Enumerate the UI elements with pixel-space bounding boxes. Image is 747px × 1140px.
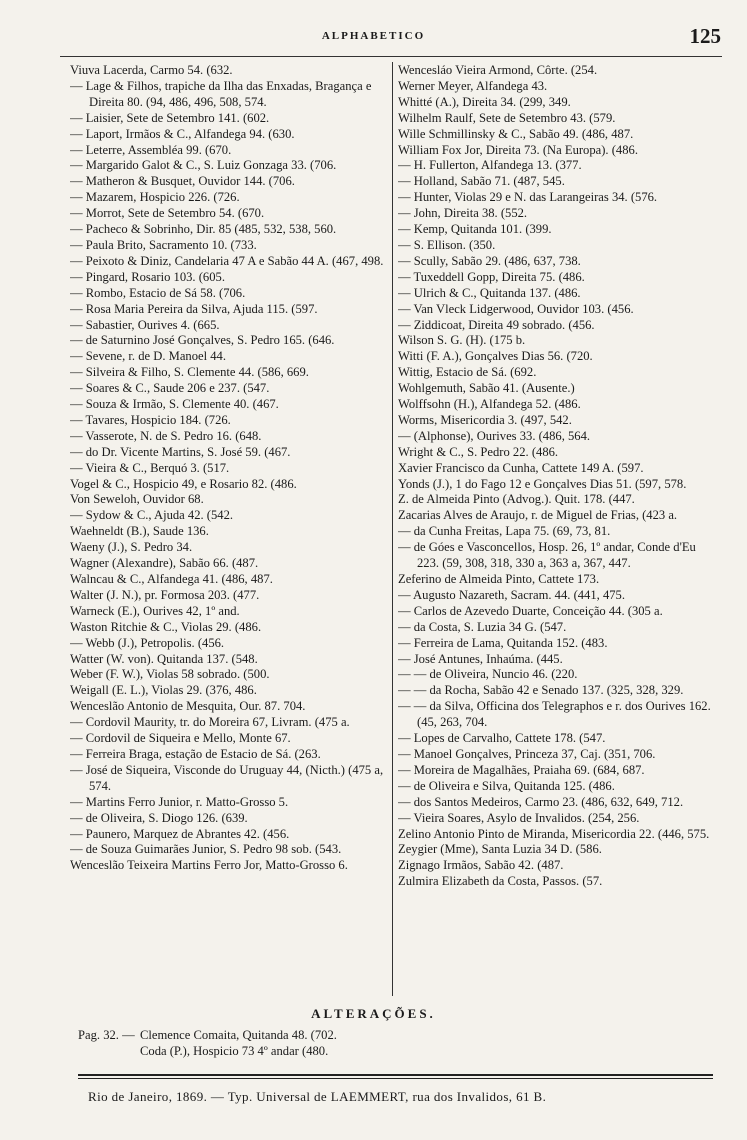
- directory-entry: — Pingard, Rosario 103. (605.: [70, 269, 225, 284]
- running-head: ALPHABETICO: [321, 30, 426, 42]
- directory-entry: Z. de Almeida Pinto (Advog.). Quit. 178. (447.: [398, 492, 635, 507]
- right-column: [398, 63, 718, 890]
- directory-entry: — Paunero, Marquez de Abrantes 42. (456.: [70, 826, 290, 841]
- directory-entry: Waeny (J.), S. Pedro 34.: [70, 540, 193, 555]
- directory-entry: — Tuxeddell Gopp, Direita 75. (486.: [398, 269, 585, 284]
- directory-entry: — de Góes e Vasconcellos, Hosp. 26, 1º andar, Conde d'Eu 223. (59, 308, 318, 330 a, 363 a, 367, 447.: [398, 540, 696, 571]
- left-column: [70, 63, 388, 874]
- directory-entry: — — de Oliveira, Nuncio 46. (220.: [398, 667, 578, 682]
- directory-entry: — Augusto Nazareth, Sacram. 44. (441, 475.: [398, 587, 625, 602]
- directory-entry: Xavier Francisco da Cunha, Cattete 149 A. (597.: [398, 460, 644, 475]
- directory-entry: — Sevene, r. de D. Manoel 44.: [70, 349, 226, 364]
- directory-entry: — Vieira & C., Berquó 3. (517.: [70, 460, 230, 475]
- directory-entry: — Pacheco & Sobrinho, Dir. 85 (485, 532, 538, 560.: [70, 222, 337, 237]
- directory-entry: — Holland, Sabão 71. (487, 545.: [398, 174, 565, 189]
- directory-entry: Weber (F. W.), Violas 58 sobrado. (500.: [70, 667, 270, 682]
- directory-entry: — José de Siqueira, Visconde do Uruguay 44, (Nicth.) (475 a, 574.: [70, 762, 384, 793]
- directory-entry: — Ulrich & C., Quitanda 137. (486.: [398, 285, 581, 300]
- column-divider: [392, 62, 393, 996]
- directory-entry: — Rombo, Estacio de Sá 58. (706.: [70, 285, 246, 300]
- directory-entry: — Souza & Irmão, S. Clemente 40. (467.: [70, 397, 279, 412]
- printer-imprint: Rio de Janeiro, 1869. — Typ. Universal de LAEMMERT, rua dos Invalidos, 61 B.: [88, 1089, 547, 1104]
- directory-entry: — Sydow & C., Ajuda 42. (542.: [70, 508, 234, 523]
- directory-entry: — Morrot, Sete de Setembro 54. (670.: [70, 206, 265, 221]
- directory-entry: — Silveira & Filho, S. Clemente 44. (586, 669.: [70, 365, 309, 380]
- header-rule: [60, 56, 722, 57]
- footer-rule: [78, 1074, 713, 1076]
- directory-entry: — Laisier, Sete de Setembro 141. (602.: [70, 110, 270, 125]
- directory-entry: Wagner (Alexandre), Sabão 66. (487.: [70, 556, 259, 571]
- directory-entry: — Tavares, Hospicio 184. (726.: [70, 412, 231, 427]
- directory-entry: Wenceslão Antonio de Mesquita, Our. 87. 704.: [70, 699, 306, 714]
- directory-entry: Wohlgemuth, Sabão 41. (Ausente.): [398, 381, 575, 396]
- directory-entry: — de Oliveira, S. Diogo 126. (639.: [70, 810, 248, 825]
- directory-entry: Witti (F. A.), Gonçalves Dias 56. (720.: [398, 349, 593, 364]
- directory-entry: — Matheron & Busquet, Ouvidor 144. (706.: [70, 174, 295, 189]
- alteration-page-ref: Pag. 32. —: [78, 1028, 135, 1042]
- directory-entry: Von Seweloh, Ouvidor 68.: [70, 492, 204, 507]
- alteration-entry: Coda (P.), Hospicio 73 4º andar (480.: [140, 1044, 329, 1058]
- directory-entry: — — da Silva, Officina dos Telegraphos e r. dos Ourives 162. (45, 263, 704.: [398, 699, 711, 730]
- directory-entry: Walncau & C., Alfandega 41. (486, 487.: [70, 572, 273, 586]
- alteration-row: [78, 1027, 678, 1043]
- directory-entry: — Soares & C., Saude 206 e 237. (547.: [70, 381, 270, 396]
- directory-entry: — Carlos de Azevedo Duarte, Conceição 44. (305 a.: [398, 603, 663, 618]
- directory-entry: — José Antunes, Inhaúma. (445.: [398, 651, 563, 666]
- directory-entry: — H. Fullerton, Alfandega 13. (377.: [398, 158, 582, 173]
- alteration-row: [78, 1043, 678, 1059]
- directory-entry: Worms, Misericordia 3. (497, 542.: [398, 412, 572, 427]
- directory-entry: Weigall (E. L.), Violas 29. (376, 486.: [70, 683, 257, 698]
- directory-entry: — Rosa Maria Pereira da Silva, Ajuda 115. (597.: [70, 301, 318, 316]
- directory-entry: Wencesláo Vieira Armond, Côrte. (254.: [398, 63, 598, 77]
- directory-entry: — Lopes de Carvalho, Cattete 178. (547.: [398, 731, 606, 746]
- directory-entry: Zignago Irmãos, Sabão 42. (487.: [398, 858, 564, 873]
- directory-entry: — Laport, Irmãos & C., Alfandega 94. (630.: [70, 126, 295, 141]
- directory-entry: Wilhelm Raulf, Sete de Setembro 43. (579.: [398, 110, 616, 125]
- directory-entry: Zulmira Elizabeth da Costa, Passos. (57.: [398, 874, 603, 889]
- directory-entry: William Fox Jor, Direita 73. (Na Europa). (486.: [398, 142, 638, 157]
- directory-entry: Waehneldt (B.), Saude 136.: [70, 524, 209, 539]
- directory-entry: — Lage & Filhos, trapiche da Ilha das Enxadas, Bragança e Direita 80. (94, 486, 496, 508, 574.: [70, 78, 372, 109]
- directory-entry: — — da Rocha, Sabão 42 e Senado 137. (325, 328, 329.: [398, 683, 684, 698]
- directory-entry: — Sabastier, Ourives 4. (665.: [70, 317, 220, 332]
- directory-entry: — Peixoto & Diniz, Candelaria 47 A e Sabão 44 A. (467, 498.: [70, 253, 384, 268]
- directory-entry: — Mazarem, Hospicio 226. (726.: [70, 190, 240, 205]
- directory-entry: — Margarido Galot & C., S. Luiz Gonzaga 33. (706.: [70, 158, 337, 173]
- directory-entry: — do Dr. Vicente Martins, S. José 59. (467.: [70, 444, 291, 459]
- directory-entry: Walter (J. N.), pr. Formosa 203. (477.: [70, 587, 260, 602]
- alterations-list: [78, 1027, 678, 1059]
- directory-entry: Viuva Lacerda, Carmo 54. (632.: [70, 63, 233, 77]
- directory-entry: Wright & C., S. Pedro 22. (486.: [398, 444, 559, 459]
- directory-entry: — Webb (J.), Petropolis. (456.: [70, 635, 225, 650]
- directory-entry: — Scully, Sabão 29. (486, 637, 738.: [398, 253, 581, 268]
- directory-entry: — Paula Brito, Sacramento 10. (733.: [70, 237, 257, 252]
- directory-entry: — (Alphonse), Ourives 33. (486, 564.: [398, 428, 591, 443]
- directory-entry: Zeferino de Almeida Pinto, Cattete 173.: [398, 572, 600, 586]
- footer-rule: [78, 1078, 713, 1079]
- directory-entry: Waston Ritchie & C., Violas 29. (486.: [70, 619, 262, 634]
- directory-entry: — Ziddicoat, Direita 49 sobrado. (456.: [398, 317, 595, 332]
- directory-entry: Zacarias Alves de Araujo, r. de Miguel de Frias, (423 a.: [398, 508, 678, 523]
- directory-entry: — de Souza Guimarães Junior, S. Pedro 98 sob. (543.: [70, 842, 342, 857]
- directory-entry: — Ferreira Braga, estação de Estacio de Sá. (263.: [70, 746, 321, 761]
- directory-entry: — Cordovil de Siqueira e Mello, Monte 67.: [70, 731, 291, 746]
- directory-entry: — Kemp, Quitanda 101. (399.: [398, 222, 552, 237]
- directory-entry: Zeygier (Mme), Santa Luzia 34 D. (586.: [398, 842, 602, 857]
- alteration-page-ref: [78, 1043, 140, 1059]
- directory-entry: Warneck (E.), Ourives 42, 1º and.: [70, 603, 240, 618]
- directory-entry: — da Costa, S. Luzia 34 G. (547.: [398, 619, 567, 634]
- directory-entry: — Moreira de Magalhães, Praiaha 69. (684, 687.: [398, 762, 645, 777]
- directory-entry: — Cordovil Maurity, tr. do Moreira 67, Livram. (475 a.: [70, 715, 350, 730]
- directory-entry: Yonds (J.), 1 do Fago 12 e Gonçalves Dias 51. (597, 578.: [398, 476, 687, 491]
- directory-entry: — de Saturnino José Gonçalves, S. Pedro 165. (646.: [70, 333, 335, 348]
- directory-entry: Werner Meyer, Alfandega 43.: [398, 78, 548, 93]
- directory-entry: — John, Direita 38. (552.: [398, 206, 528, 221]
- directory-entry: — Ferreira de Lama, Quitanda 152. (483.: [398, 635, 608, 650]
- directory-entry: — da Cunha Freitas, Lapa 75. (69, 73, 81.: [398, 524, 611, 539]
- directory-entry: Watter (W. von). Quitanda 137. (548.: [70, 651, 258, 666]
- directory-entry: — S. Ellison. (350.: [398, 237, 496, 252]
- directory-entry: — Leterre, Assembléa 99. (670.: [70, 142, 232, 157]
- page-number: 125: [689, 24, 721, 48]
- directory-entry: — dos Santos Medeiros, Carmo 23. (486, 632, 649, 712.: [398, 794, 684, 809]
- directory-entry: Wittig, Estacio de Sá. (692.: [398, 365, 537, 380]
- directory-entry: — de Oliveira e Silva, Quitanda 125. (486.: [398, 778, 615, 793]
- directory-entry: Wolffsohn (H.), Alfandega 52. (486.: [398, 397, 581, 412]
- directory-entry: — Vieira Soares, Asylo de Invalidos. (254, 256.: [398, 810, 640, 825]
- directory-entry: Zelino Antonio Pinto de Miranda, Misericordia 22. (446, 575.: [398, 826, 710, 841]
- directory-entry: — Manoel Gonçalves, Princeza 37, Caj. (351, 706.: [398, 746, 656, 761]
- alterations-title: ALTERAÇÕES.: [311, 1006, 436, 1021]
- directory-entry: Wenceslão Teixeira Martins Ferro Jor, Matto-Grosso 6.: [70, 858, 348, 873]
- alteration-entry: Clemence Comaita, Quitanda 48. (702.: [140, 1028, 337, 1042]
- directory-entry: — Hunter, Violas 29 e N. das Larangeiras 34. (576.: [398, 190, 658, 205]
- directory-entry: — Van Vleck Lidgerwood, Ouvidor 103. (456.: [398, 301, 634, 316]
- directory-entry: Wilson S. G. (H). (175 b.: [398, 333, 526, 348]
- directory-entry: — Martins Ferro Junior, r. Matto-Grosso 5.: [70, 794, 289, 809]
- directory-entry: Whitté (A.), Direita 34. (299, 349.: [398, 94, 571, 109]
- directory-entry: Wille Schmillinsky & C., Sabão 49. (486, 487.: [398, 126, 634, 141]
- directory-entry: — Vasserote, N. de S. Pedro 16. (648.: [70, 428, 262, 443]
- directory-entry: Vogel & C., Hospicio 49, e Rosario 82. (486.: [70, 476, 297, 491]
